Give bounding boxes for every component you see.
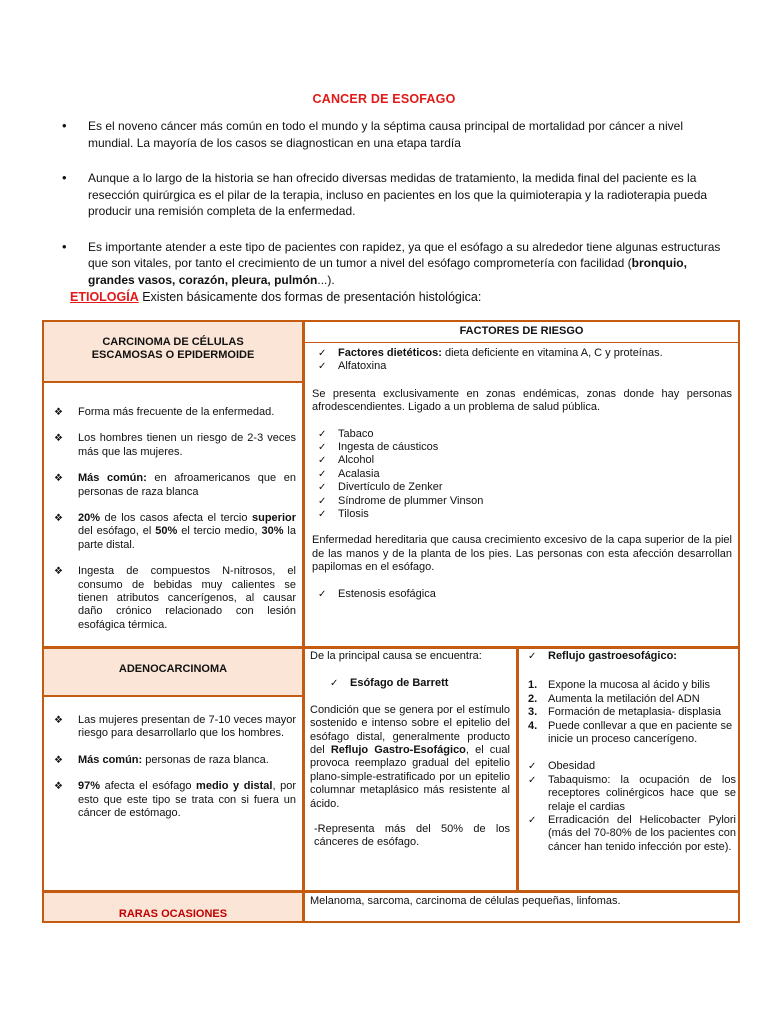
intro-text: ...). (317, 272, 335, 287)
list-item (522, 706, 736, 719)
list-item (48, 472, 296, 499)
barrett-paragraph (310, 704, 510, 811)
list-item: ✓ Ingesta de cáusticos (312, 441, 732, 454)
item-bold: Más común: (78, 472, 147, 485)
list-item: ✓ Tilosis (312, 508, 732, 521)
list-item: ✓ Síndrome de plummer Vinson (312, 495, 732, 508)
divider (44, 695, 302, 697)
raras-header: RARAS OCASIONES (44, 893, 302, 921)
item-text: la parte distal. (78, 525, 296, 551)
factores-list-2 (312, 428, 732, 522)
item-text: Formación de metaplasia- displasia (548, 706, 722, 719)
divider (305, 342, 738, 343)
etiology-table (42, 320, 740, 923)
item-text: , el cual provoca reemplazo gradual del epitelio plano-simple-estratificado por un epitelio columnar metaplásico más resistente al ácido. (310, 744, 510, 810)
list-item: ✓ Tabaco (312, 428, 732, 441)
item-text: afecta el esófago (100, 780, 197, 793)
item-bold: Reflujo gastroesofágico: (548, 650, 677, 662)
item-text: Aumenta la metilación del ADN (548, 692, 700, 705)
list-item: ✓ Divertículo de Zenker (312, 481, 732, 494)
item-text: el tercio medio, (177, 525, 262, 538)
list-item (48, 432, 296, 459)
item-text: Forma más frecuente de la enfermedad. (78, 406, 275, 418)
factores-list-1 (312, 347, 732, 374)
etiologia-label: ETIOLOGÍA (70, 290, 139, 304)
intro-text: Aunque a lo largo de la historia se han ofrecido diversas medidas de tratamiento, la medida final del paciente es la resección quirúrgica es el pilar de la terapia, incluso en pacientes en los que la quimioterapia y la radioterapia pueda producir una remisión completa de la enfermedad. (88, 171, 708, 218)
reflujo-label-list (522, 650, 736, 663)
intro-bold: bronquio, grandes vasos, corazón, pleura, pulmón (88, 256, 687, 287)
list-item: ✓ Erradicación del Helicobacter Pylori (más del 70-80% de los pacientes con cáncer han tenido infección por este). (522, 814, 736, 854)
reflujo-numbered-list (522, 679, 736, 746)
item-text: Alfatoxina (338, 360, 387, 373)
list-item (522, 650, 736, 663)
reflujo-check-list (522, 760, 736, 854)
list-item: ✓ Tabaquismo: la ocupación de los receptores colinérgicos hace que se relaje el cardias (522, 774, 736, 814)
item-text: Ingesta de compuestos N-nitrosos, el consumo de bebidas muy calientes se tienen atributos cancerígenos, al causar daño crónico relacionado con lesión esofágica térmica. (78, 565, 296, 631)
intro-text: Es importante atender a este tipo de pacientes con rapidez, ya que el esófago a su alrededor tiene algunas estructuras que son vitales, por tanto el crecimiento de un tumor a nivel del esófago comprometería con facilidad ( (88, 239, 721, 270)
list-item: ✓ Acalasia (312, 468, 732, 481)
etiologia-line (70, 290, 481, 304)
item-bold: 50% (155, 525, 178, 538)
list-item (312, 347, 732, 360)
factores-list-3 (312, 588, 732, 601)
list-item (48, 714, 296, 741)
adeno-list-wrap (48, 714, 296, 833)
divider (302, 322, 305, 921)
list-item (48, 565, 296, 632)
carcinoma-list-wrap (48, 406, 296, 645)
raras-text: Melanoma, sarcoma, carcinoma de células pequeñas, linfomas. (310, 895, 621, 907)
factores-paragraph: Enfermedad hereditaria que causa crecimiento excesivo de la capa superior de la piel de las manos y de la planta de los pies. Las personas con esta afección desarrollan papilomas en el esófago. (312, 534, 732, 574)
item-bold: superior (251, 512, 296, 525)
carcinoma-list (48, 406, 296, 632)
list-item (522, 693, 736, 706)
divider (516, 646, 519, 892)
intro-bullet (62, 118, 722, 151)
divider (44, 381, 302, 383)
item-text: de los casos afecta el tercio (100, 512, 252, 525)
list-item (48, 406, 296, 419)
list-item (48, 780, 296, 820)
carcinoma-header: CARCINOMA DE CÉLULAS ESCAMOSAS O EPIDERMOIDE (44, 322, 302, 381)
item-text: dieta deficiente en vitamina A, C y proteínas. (441, 347, 663, 359)
list-item (48, 754, 296, 767)
item-text: Puede conllevar a que en paciente se inicie un proceso cancerígeno. (548, 719, 733, 746)
barrett-content (310, 650, 510, 850)
item-text: personas de raza blanca. (142, 753, 269, 766)
reflujo-content (522, 650, 736, 854)
item-number: 1. (528, 679, 538, 692)
item-text: Los hombres tienen un riesgo de 2-3 veces más que las mujeres. (78, 432, 296, 458)
page-title: CANCER DE ESOFAGO (312, 92, 456, 106)
adeno-list (48, 714, 296, 820)
item-bold: 97% (78, 780, 101, 793)
item-bold: medio y distal (196, 780, 273, 793)
list-item (312, 360, 732, 373)
etiologia-text: Existen básicamente dos formas de presentación histológica: (138, 290, 482, 304)
list-item: ✓ Estenosis esofágica (312, 588, 732, 601)
item-text: Condición que se genera por el estímulo sostenido e intenso sobre el epitelio del esófago distal, generalmente producto del (310, 703, 510, 757)
factores-header: FACTORES DE RIESGO (459, 325, 584, 337)
barrett-list (310, 677, 510, 690)
list-item (522, 720, 736, 747)
list-item: ✓ Alcohol (312, 454, 732, 467)
list-item (324, 677, 510, 690)
item-number: 3. (528, 706, 538, 719)
item-text: Expone la mucosa al ácido y bilis (548, 679, 711, 692)
intro-bullet (62, 239, 722, 289)
factores-paragraph: Se presenta exclusivamente en zonas endémicas, zonas donde hay personas afrodescendientes. Ligado a un problema de salud pública. (312, 387, 732, 414)
list-item: ✓ Obesidad (522, 760, 736, 773)
intro-text: Es el noveno cáncer más común en todo el mundo y la séptima causa principal de mortalidad por cáncer a nivel mundial. La mayoría de los casos se diagnostican en una etapa tardía (88, 119, 683, 150)
item-text: , por esto que este tipo se trata con si fuera un cáncer de estómago. (78, 780, 297, 820)
adeno-header: ADENOCARCINOMA (44, 649, 302, 695)
intro-bullet (62, 170, 722, 220)
item-number: 4. (528, 719, 538, 732)
barrett-paragraph-2: -Representa más del 50% de los cánceres de esófago. (314, 823, 510, 849)
item-text: en afroamericanos que en personas de raza blanca (78, 472, 296, 498)
item-text: Las mujeres presentan de 7-10 veces mayor riesgo para desarrollarlo que los hombres. (78, 714, 296, 740)
item-bold: Reflujo Gastro-Esofágico (330, 744, 466, 757)
intro-list (62, 118, 722, 307)
item-number: 2. (528, 692, 538, 705)
item-bold: Más común: (78, 753, 143, 766)
item-text: del esófago, el (78, 525, 156, 538)
item-bold: 30% (261, 525, 284, 538)
item-bold: Esófago de Barrett (350, 677, 449, 690)
list-item (522, 679, 736, 692)
item-bold: Factores dietéticos: (338, 347, 442, 359)
barrett-intro: De la principal causa se encuentra: (310, 650, 482, 662)
list-item (48, 512, 296, 552)
factores-content (312, 347, 732, 601)
item-bold: 20% (78, 512, 101, 525)
